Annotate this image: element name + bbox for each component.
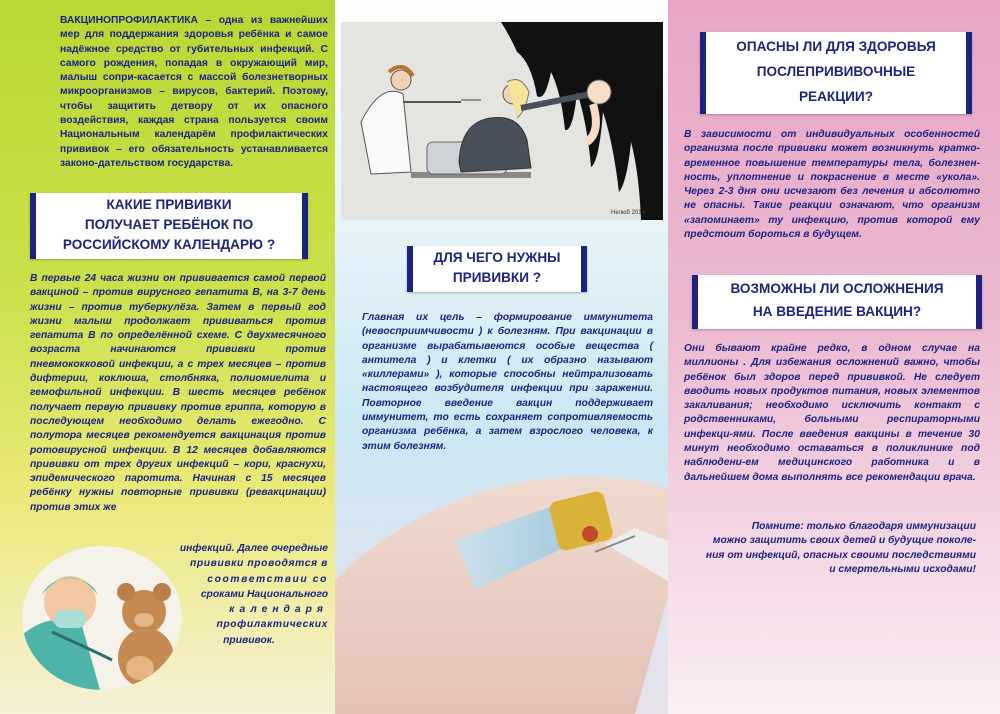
closing-line: ния от инфекций, опасных своими последствиями	[705, 549, 976, 561]
vaccines-calendar-heading	[30, 193, 308, 259]
cartoon-signature: Нелюб 2014	[611, 210, 645, 216]
why-vaccines-body: Главная их цель – формирование иммунитета (невосприимчивости ) к болезням. При вакцинации в организме вырабатывеются особые вещества ( антитела ) и клетки ( их образно называют «киллерами» ), которые способны нейтрализовать настоящего возбудителя инфекции при заражении. Повторное введение вакцин поддерживает иммунитет, то есть сохраняет сопротивляемость организма ребёнка, а затем взрослого человека, к этим болезням.	[362, 312, 653, 452]
closing-line: и смертельными исходами!	[829, 564, 976, 576]
heading-line: КАКИЕ ПРИВИВКИ	[106, 197, 232, 212]
heading-line: ПОСЛЕПРИВИВОЧНЫЕ	[756, 64, 916, 79]
tail-line: прививок.	[223, 634, 275, 646]
tail-line: соответствии со	[207, 573, 328, 585]
tail-line: календаря	[229, 604, 328, 616]
left-panel	[0, 0, 335, 714]
heading-line: ВОЗМОЖНЫ ЛИ ОСЛОЖНЕНИЯ	[730, 281, 944, 296]
tail-line: прививки проводятся в	[189, 558, 328, 570]
reactions-body: В зависимости от индивидуальных особенностей организма после прививки может возникнуть кратко-временное повышение температуры тела, болезнен-ность, уплотнение и покраснение в месте «укола». Через 2-3 дня они исчезают без лечения и абсолютно не опасны. Такие реакции означают, что организм «запоминает» ту инфекцию, против которой ему предстоит бороться в будущем.	[684, 129, 980, 241]
vaccination-cartoon-image	[341, 22, 663, 220]
child-with-teddy-bear-image	[22, 540, 182, 690]
intro-lead: ВАКЦИНОПРОФИЛАКТИКА	[60, 15, 198, 26]
intro-paragraph	[60, 14, 328, 171]
heading-line: ПРИВИВКИ ?	[452, 270, 542, 285]
heading-line: РОССИЙСКОМУ КАЛЕНДАРЮ ?	[62, 237, 276, 252]
tail-line: профилактических	[216, 619, 328, 631]
right-panel	[668, 0, 1000, 714]
intro-rest: – одна из важнейших мер для поддержания здоровья ребёнка и самое надёжное средство от губительных инфекций. С самого рождения, попадая в окружающий мир, малыш сопри-касается с массой болезнетворных микроорганизмов – вирусов, бактерий. Поэтому, чтобы защитить детвору от их опасного воздействия, каждая страна пользуется своим Национальным календарём профилактических прививок – его обязательность устанавливается законо-дательством государства.	[60, 15, 328, 169]
heading-line: ПОЛУЧАЕТ РЕБЁНОК ПО	[84, 217, 254, 232]
reactions-heading	[700, 32, 972, 114]
complications-heading	[692, 275, 982, 329]
heading-line: НА ВВЕДЕНИЕ ВАКЦИН?	[752, 304, 922, 319]
closing-line: Помните: только благодаря иммунизации	[751, 521, 976, 532]
heading-line: ДЛЯ ЧЕГО НУЖНЫ	[433, 250, 561, 265]
closing-line: можно защитить своих детей и будущие поколе-	[712, 535, 976, 547]
complications-body: Они бывают крайне редко, в одном случае на миллионы . Для избежания осложнений важно, чтобы ребёнок был здоров перед прививкой. Не следует вводить новых продуктов питания, новых элементов закаливания; необходимо исключить контакт с родственниками, больными респираторными инфекци-ями. После введения вакцины в течение 30 минут необходимо оставаться в поликлинике под наблюдени-ем медицинского работника и в дальнейшем дома выполнять все рекомендации врача.	[684, 343, 980, 483]
heading-line: РЕАКЦИИ?	[798, 89, 874, 104]
closing-note	[680, 520, 976, 578]
tail-line: инфекций. Далее очередные	[179, 543, 328, 554]
heading-line: ОПАСНЫ ЛИ ДЛЯ ЗДОРОВЬЯ	[736, 39, 936, 54]
calendar-body: В первые 24 часа жизни он прививается самой первой вакциной – против вирусного гепатита В, на 3-7 день жизни – против туберкулёза. Затем в первый год жизни малыш продолжает прививаться против гепатита В по определённой схеме. С двухмесячного возраста начинаются прививки против пневмококковой инфекции, а с трех месяцев – против дифтерии, коклюша, столбняка, полиомиелита и гемофильной инфекции. В шесть месяцев ребёнок получает первую прививку против гриппа, которую в последующем необходимо делать ежегодно. С полутора месяцев рекомендуется вакцинация против ротовирусной инфекции. В 12 месяцев добавляются прививки от трех других инфекций – кори, краснухи, эпидемического паротита. Начиная с 15 месяцев ребёнку нужны повторные прививки (ревакцинации) против этих же	[30, 273, 326, 513]
tail-line: сроками Национального	[200, 588, 328, 600]
why-vaccines-heading	[407, 246, 587, 292]
